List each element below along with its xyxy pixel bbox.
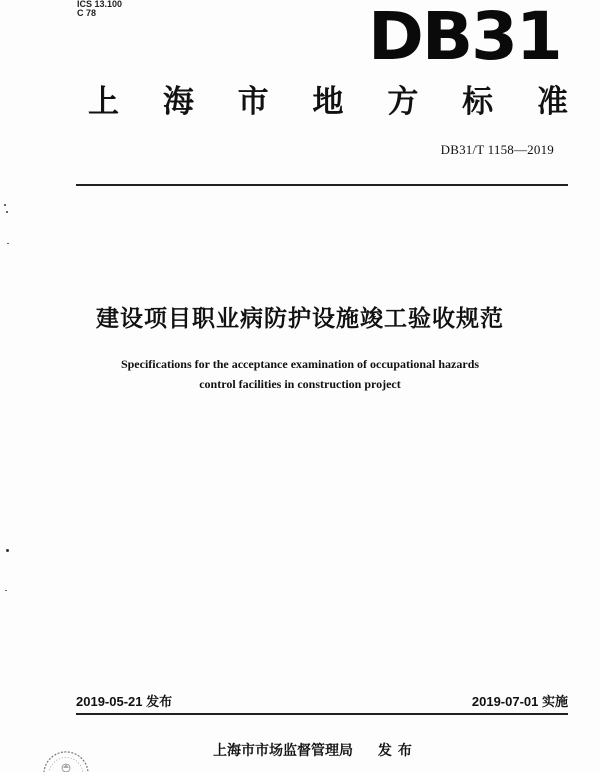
standard-type-char: 上 xyxy=(88,84,119,120)
ccs-code: C 78 xyxy=(77,8,97,18)
classification-codes xyxy=(77,0,122,18)
scan-dot-mark xyxy=(4,204,6,206)
scan-dot-mark xyxy=(6,211,8,213)
standard-number: DB31/T 1158—2019 xyxy=(440,142,554,157)
title-chinese: 建设项目职业病防护设施竣工验收规范 xyxy=(96,306,504,332)
standard-type-char: 海 xyxy=(162,84,194,120)
issue-date: 2019-05-21 发布 xyxy=(76,694,173,709)
scan-dot-mark xyxy=(7,243,9,244)
title-english-line: control facilities in construction project xyxy=(199,377,401,391)
standard-type-char: 地 xyxy=(312,84,344,120)
db31-logo: DB31 xyxy=(368,0,561,75)
date-row xyxy=(76,691,568,710)
publisher-action: 发布 xyxy=(377,743,418,759)
publisher-line xyxy=(213,740,418,760)
title-english-line: Specifications for the acceptance examination of occupational hazards xyxy=(120,357,480,371)
implement-date: 2019-07-01 实施 xyxy=(471,694,568,709)
scan-dot-mark xyxy=(5,590,7,591)
standard-type-char: 准 xyxy=(536,84,568,120)
publisher-name: 上海市市场监督管理局 xyxy=(213,743,353,759)
standard-type-char: 方 xyxy=(387,84,419,120)
standard-type-char: 市 xyxy=(237,84,269,120)
ics-code: ICS 13.100 xyxy=(77,0,123,9)
standard-type-heading xyxy=(88,84,568,120)
bottom-divider xyxy=(76,713,568,715)
scan-dot-mark xyxy=(6,549,9,552)
top-divider xyxy=(76,184,568,186)
title-english xyxy=(60,354,540,394)
standard-type-char: 标 xyxy=(462,84,494,120)
official-seal-icon xyxy=(40,738,92,772)
